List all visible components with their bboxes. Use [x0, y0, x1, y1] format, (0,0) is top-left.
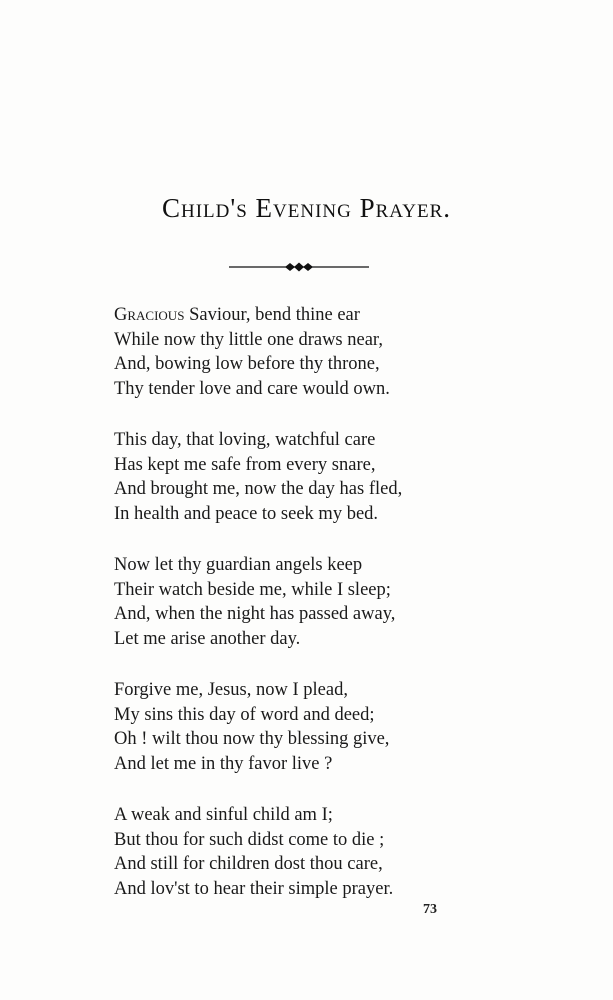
poem-line: In health and peace to seek my bed. [114, 503, 379, 524]
poem-line: Their watch beside me, while I sleep; [114, 579, 391, 600]
line-text: Saviour, bend thine ear [184, 305, 360, 325]
stanza-5 [114, 803, 494, 901]
poem-line: And let me in thy favor live ? [114, 753, 333, 774]
page-number: 73 [423, 902, 437, 917]
poem-line: Has kept me safe from every snare, [114, 454, 376, 475]
poem-line: Now let thy guardian angels keep [114, 555, 363, 575]
poem-line: Oh ! wilt thou now thy blessing give, [114, 729, 390, 749]
poem-line: And, when the night has passed away, [114, 604, 396, 624]
poem-line: A weak and sinful child am I; [114, 805, 333, 825]
poem-title: Child's Evening Prayer. [161, 193, 452, 223]
poem-line: Let me arise another day. [114, 628, 301, 649]
poem-line: But thou for such didst come to die ; [114, 829, 385, 850]
poem-line: My sins this day of word and deed; [114, 704, 375, 725]
poem-line [114, 303, 494, 328]
opening-word: Gracious [114, 305, 185, 325]
poem-line: And, bowing low before thy throne, [114, 354, 380, 374]
stanza-2 [114, 428, 494, 526]
poem-line: Forgive me, Jesus, now I plead, [114, 680, 348, 700]
stanza-4 [114, 678, 494, 776]
poem-line: And still for children dost thou care, [114, 854, 383, 874]
stanza-3 [114, 553, 494, 651]
poem-body [114, 303, 494, 928]
poem-line: This day, that loving, watchful care [114, 430, 376, 450]
poem-line: While now thy little one draws near, [114, 329, 383, 350]
stanza-1 [114, 303, 494, 401]
divider-ornament [229, 261, 369, 273]
poem-line: And lov'st to hear their simple prayer. [114, 878, 394, 899]
poem-line: Thy tender love and care would own. [114, 378, 390, 399]
poem-line: And brought me, now the day has fled, [114, 479, 403, 499]
